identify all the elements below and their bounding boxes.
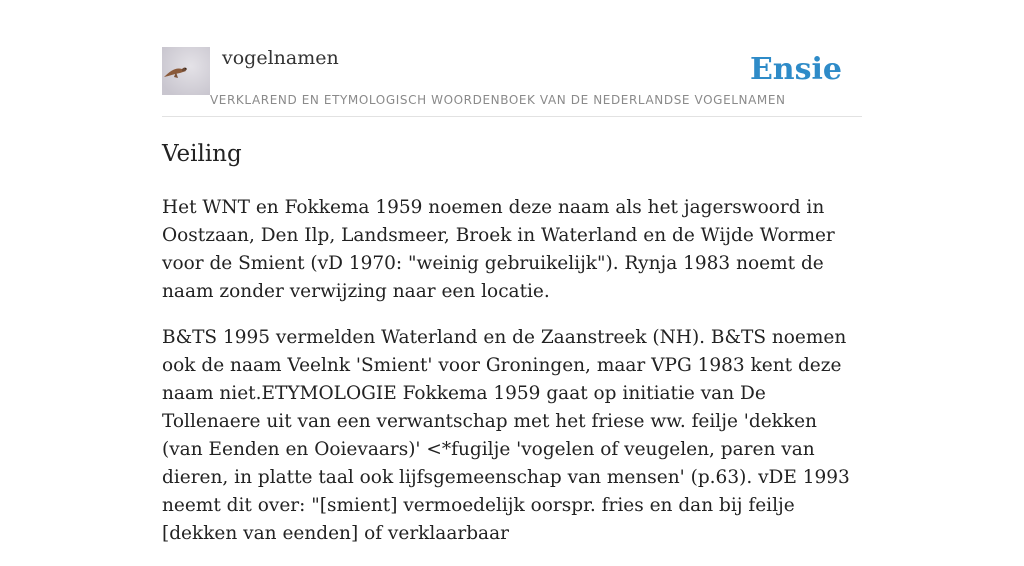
page-title: Veiling: [162, 141, 242, 167]
bird-photo-icon: [162, 47, 210, 95]
article-paragraph: B&TS 1995 vermelden Waterland en de Zaanstreek (NH). B&TS noemen ook de naam Veelnk 'Smient' voor Groningen, maar VPG 1983 kent deze naam niet.ETYMOLOGIE Fokkema 1959 gaat op initiatie van De Tollenaere uit van een verwantschap met het friese ww. feilje 'dekken (van Eenden en Ooievaars)' <*fugilje 'vogelen of veugelen, paren van dieren, in platte taal ook lijfsgemeenschap van mensen' (p.63). vDE 1993 neemt dit over: "[smient] vermoedelijk oorspr. fries en dan bij feilje [dekken van eenden] of verklaarbaar: [162, 327, 850, 544]
site-header: [162, 44, 862, 117]
article-paragraph: Het WNT en Fokkema 1959 noemen deze naam als het jagerswoord in Oostzaan, Den Ilp, Landsmeer, Broek in Waterland en de Wijde Wormer voor de Smient (vD 1970: "weinig gebruikelijk"). Rynja 1983 noemt de naam zonder verwijzing naar een locatie.: [162, 197, 835, 302]
brand-logo[interactable]: Ensie: [749, 52, 842, 87]
article: [162, 136, 862, 566]
site-tagline: VERKLAREND EN ETYMOLOGISCH WOORDENBOEK VAN DE NEDERLANDSE VOGELNAMEN: [210, 93, 786, 107]
avatar[interactable]: [162, 47, 210, 95]
site-name[interactable]: vogelnamen: [222, 47, 339, 69]
